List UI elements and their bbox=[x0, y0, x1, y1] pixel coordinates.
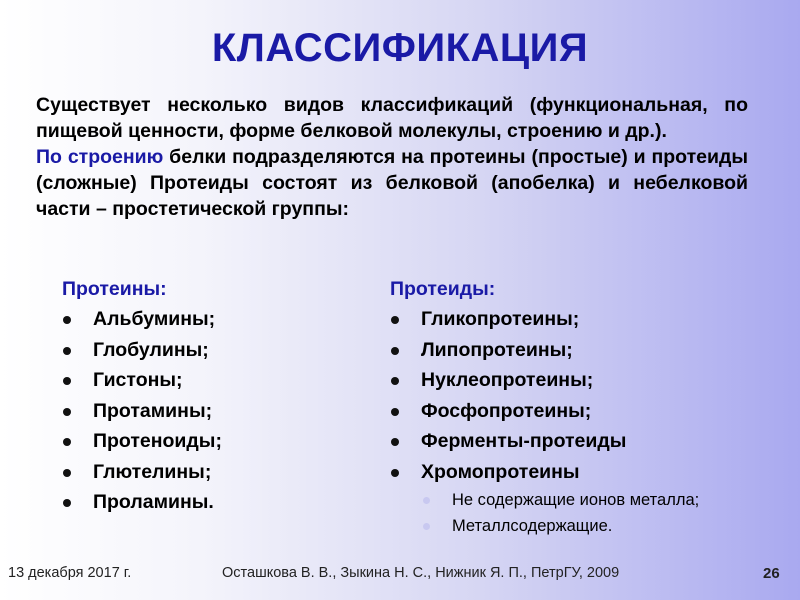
list-item: Проламины. bbox=[62, 489, 362, 515]
intro-paragraph-1: Существует несколько видов классификаций (функциональная, по пищевой ценности, форме белковой молекулы, строению и др.). bbox=[36, 94, 748, 142]
footer-date: 13 декабря 2017 г. bbox=[8, 565, 132, 581]
list-item: Гистоны; bbox=[62, 367, 362, 393]
footer-authors: Осташкова В. В., Зыкина Н. С., Нижник Я. П., ПетрГУ, 2009 bbox=[222, 565, 620, 581]
proteins-heading: Протеины: bbox=[62, 278, 167, 300]
sub-list-item: Металлсодержащие. bbox=[390, 515, 780, 537]
proteids-heading: Протеиды: bbox=[390, 278, 496, 300]
list-item: Нуклеопротеины; bbox=[390, 367, 780, 393]
proteins-column bbox=[62, 276, 362, 520]
list-item: Ферменты-протеиды bbox=[390, 428, 780, 454]
list-item: Хромопротеины bbox=[390, 459, 780, 485]
intro-highlight: По строению bbox=[36, 146, 164, 168]
list-item: Гликопротеины; bbox=[390, 306, 780, 332]
intro-text bbox=[36, 92, 748, 222]
list-item: Глютелины; bbox=[62, 459, 362, 485]
sub-list-item: Не содержащие ионов металла; bbox=[390, 489, 780, 511]
proteids-list bbox=[390, 306, 780, 485]
page-number: 26 bbox=[763, 565, 780, 582]
list-item: Протеноиды; bbox=[62, 428, 362, 454]
chromoproteins-sublist bbox=[390, 489, 780, 537]
list-item: Альбумины; bbox=[62, 306, 362, 332]
list-item: Протамины; bbox=[62, 398, 362, 424]
intro-paragraph-2-rest: белки подразделяются на протеины (простые) и протеиды (сложные) Протеиды состоят из белковой (апобелка) и небелковой части – простетической группы: bbox=[36, 146, 748, 220]
slide-title: КЛАССИФИКАЦИЯ bbox=[211, 26, 589, 70]
list-item: Фосфопротеины; bbox=[390, 398, 780, 424]
proteids-column bbox=[390, 276, 780, 541]
list-item: Глобулины; bbox=[62, 337, 362, 363]
proteins-list bbox=[62, 306, 362, 515]
intro-paragraph-2 bbox=[36, 144, 748, 222]
list-item: Липопротеины; bbox=[390, 337, 780, 363]
